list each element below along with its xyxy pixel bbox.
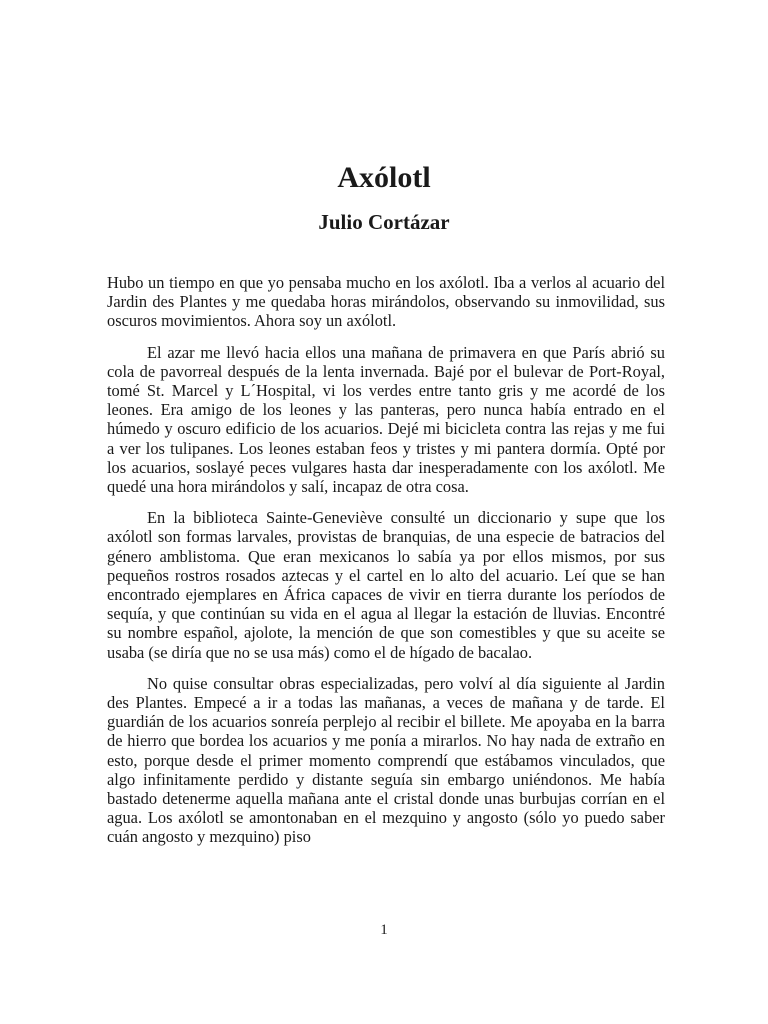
- paragraph-4: No quise consultar obras especializadas, pero volví al día siguiente al Jardin des Plantes. Empecé a ir a todas las mañanas, a veces de mañana y de tarde. El guardián de los acuarios sonreía perplejo al recibir el billete. Me apoyaba en la barra de hierro que bordea los acuarios y me ponía a mirarlos. No hay nada de extraño en esto, porque desde el primer momento comprendí que estábamos vinculados, que algo infinitamente perdido y distante seguía sin embargo uniéndonos. Me había bastado detenerme aquella mañana ante el cristal donde unas burbujas corrían en el agua. Los axólotl se amontonaban en el mezquino y angosto (sólo yo puedo saber cuán angosto y mezquino) piso: [107, 673, 665, 847]
- paragraph-3: En la biblioteca Sainte-Geneviève consulté un diccionario y supe que los axólotl son formas larvales, provistas de branquias, de una especie de batracios del género amblistoma. Que eran mexicanos lo sabía ya por ellos mismos, por sus pequeños rostros rosados aztecas y el cartel en lo alto del acuario. Leí que se han encontrado ejemplares en África capaces de vivir en tierra durante los períodos de sequía, y que continúan su vida en el agua al llegar la estación de lluvias. Encontré su nombre español, ajolote, la mención de que son comestibles y que su aceite se usaba (se diría que no se usa más) como el de hígado de bacalao.: [107, 508, 665, 662]
- paragraph-2: El azar me llevó hacia ellos una mañana de primavera en que París abrió su cola de pavorreal después de la lenta invernada. Bajé por el bulevar de Port-Royal, tomé St. Marcel y L´Hospital, vi los verdes entre tanto gris y me acordé de los leones. Era amigo de los leones y las panteras, pero nunca había entrado en el húmedo y oscuro edificio de los acuarios. Dejé mi bicicleta contra las rejas y me fui a ver los tulipanes. Los leones estaban feos y tristes y mi pantera dormía. Opté por los acuarios, soslayé peces vulgares hasta dar inesperadamente con los axólotl. Me quedé una hora mirándolos y salí, incapaz de otra cosa.: [107, 342, 665, 497]
- paragraph-1: Hubo un tiempo en que yo pensaba mucho en los axólotl. Iba a verlos al acuario del Jardin des Plantes y me quedaba horas mirándolos, observando su inmovilidad, sus oscuros movimientos. Ahora soy un axólotl.: [107, 273, 665, 331]
- document-author: Julio Cortázar: [318, 210, 450, 234]
- document-body: [107, 273, 665, 859]
- page-number: 1: [380, 922, 388, 938]
- document-title: Axólotl: [337, 161, 431, 194]
